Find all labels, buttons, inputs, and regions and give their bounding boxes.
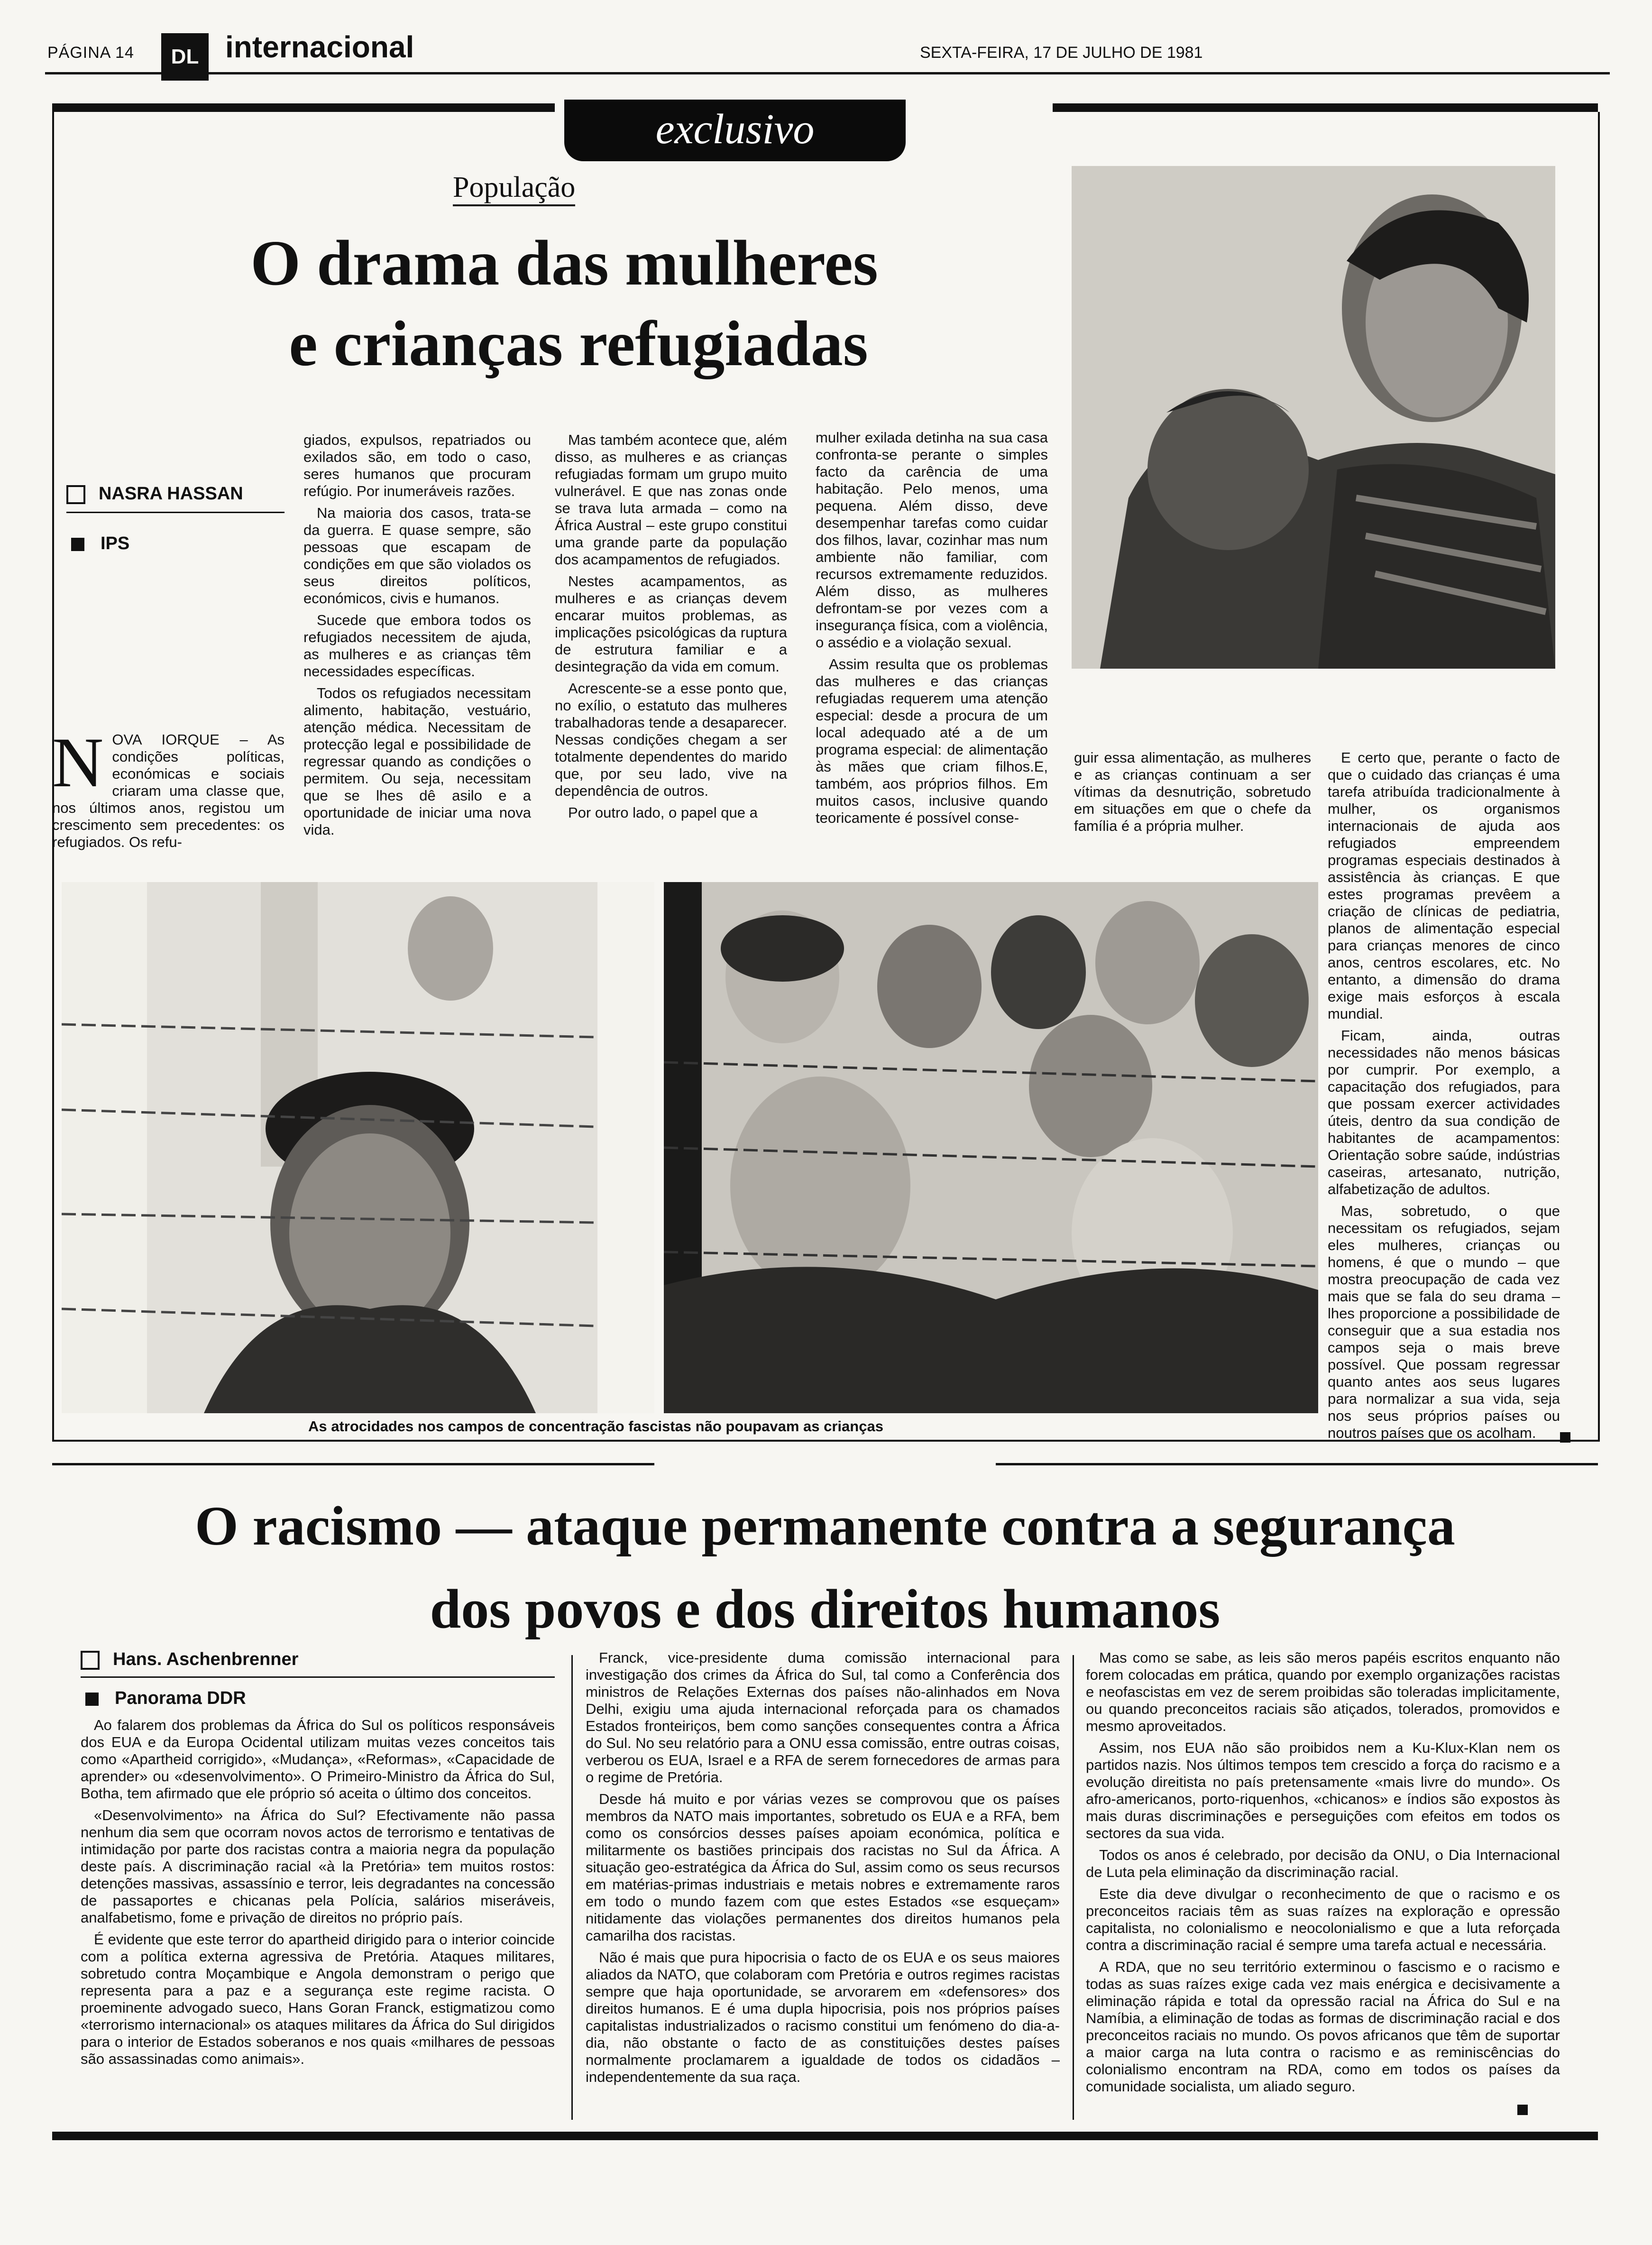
issue-date: SEXTA-FEIRA, 17 DE JULHO DE 1981	[920, 44, 1203, 62]
article2-column-3	[1086, 1649, 1560, 2100]
paragraph: «Desenvolvimento» na África do Sul? Efectivamente não passa nenhum dia sem que ocorram novos actos de terrorismo e tentativas de intimidação por parte dos racistas contra a maioria negra da população deste país. A discriminação racial «à la Pretória» tem muitos rostos: detenções massivas, assassínio e terror, leis degradantes na concessão de passaportes e chicanas pela Polícia, salários miseráveis, analfabetismo, fome e privação de direitos no próprio país.	[81, 1807, 555, 1926]
paragraph: Sucede que embora todos os refugiados necessitem de ajuda, as mulheres e as crianças têm necessidades específicas.	[303, 612, 531, 680]
paragraph: Acrescente-se a esse ponto que, no exílio, o estatuto das mulheres trabalhadoras tende a desaparecer. Nessas condições chegam a ser totalmente dependentes do marido que, por seu lado, vive na dependência de outros.	[555, 680, 787, 799]
agency-name: Panorama DDR	[115, 1688, 246, 1708]
paragraph: Franck, vice-presidente duma comissão internacional para investigação dos crimes da África do Sul, tal como a Conferência dos ministros de Relações Externas dos países não-alinhados em Nova Delhi, exigiu uma ajuda internacional reforçada para os chamados Estados fronteiriços, bem como sanções consequentes contra a África do Sul. No seu relatório para a ONU essa comissão, entre outras coisas, verberou os EUA, Israel e a RFA de serem fornecedores de armas para o regime de Pretória.	[586, 1649, 1060, 1785]
agency-name: IPS	[101, 534, 130, 553]
article2-end-mark	[1517, 2105, 1528, 2115]
headline-line-1: O drama das mulheres	[250, 228, 878, 299]
paragraph: Ficam, ainda, outras necessidades não menos básicas por cumprir. Por exemplo, a capacitação dos refugiados, para que possam exercer actividades úteis, dentro da sua condição de habitantes de acampamentos: Orientação sobre saúde, indústrias caseiras, artesanato, nutrição, alfabetização de adultos.	[1328, 1027, 1560, 1197]
photo-camp-children-right-image	[664, 882, 1318, 1413]
article1-column-4	[816, 429, 1048, 831]
paragraph: guir essa alimentação, as mulheres e as crianças continuam a ser vítimas da desnutrição, sobretudo em situações em que o chefe da família é a própria mulher.	[1074, 749, 1311, 834]
article-headline	[185, 223, 944, 384]
separator-rule-left	[52, 1463, 654, 1465]
byline-author	[66, 484, 285, 513]
newspaper-logo: DL	[161, 33, 209, 81]
paragraph: mulher exilada detinha na sua casa confronta-se perante o simples facto da carência de uma habitação. Pelo menos, uma pequena. Além disso, deve desempenhar tarefas como cuidar dos filhos, lavar, cozinhar mas num ambiente não familiar, com recursos extremamente reduzidos. Além disso, as mulheres defrontam-se por vezes com a insegurança física, com a violência, o assédio e a violação sexual.	[816, 429, 1048, 651]
article2-byline-author	[81, 1649, 555, 1678]
headline-line-2: e crianças refugiadas	[289, 308, 868, 379]
agency-square-icon	[71, 538, 84, 551]
paragraph: A RDA, que no seu território exterminou o fascismo e o racismo e todas as suas raízes exige cada vez mais enérgica e decisivamente a eliminação rápida e total da opressão racial na África do Sul e na Namíbia, a eliminação de todas as formas de discriminação racial e dos preconceitos raciais no mundo. Os povos africanos que têm de suportar a maior carga na luta contra o racismo e as reminiscências do colonialismo encontram na RDA, como em todos os países da comunidade socialista, um aliado seguro.	[1086, 1959, 1560, 2095]
byline-agency	[71, 534, 129, 554]
article2-column-2	[586, 1649, 1060, 2090]
photo-camp-children-left-image	[62, 882, 654, 1413]
paragraph: Mas também acontece que, além disso, as mulheres e as crianças refugiadas formam um grupo muito vulnerável. E que nas zonas onde se trava luta armada – como na África Austral – este grupo constitui uma grande parte da população dos acampamentos de refugiados.	[555, 432, 787, 568]
paragraph: Assim resulta que os problemas das mulheres e das crianças refugiadas requerem uma atenção especial: desde a procura de um local adequado até a de um programa especial: de alimentação às mães que criam filhos.E, também, aos próprios filhos. Em muitos casos, inclusive quando teoricamente é possível conse-	[816, 656, 1048, 826]
article1-column-1	[52, 723, 285, 851]
photo-camp-children-right	[664, 882, 1318, 1413]
headline-line-2: dos povos e dos direitos humanos	[430, 1578, 1221, 1640]
top-bar-right	[1053, 103, 1598, 112]
author-name: NASRA HASSAN	[99, 484, 243, 504]
paragraph: Não é mais que pura hipocrisia o facto de os EUA e os seus maiores aliados da NATO, que colaboram com Pretória e outros regimes racistas sempre que haja oportunidade, se arvorarem em «defensores» dos direitos humanos. E é uma dupla hipocrisia, pois nos próprios países capitalistas industrializados o racismo constitui um fenómeno do dia-a-dia, não obstante o facto de as constituições destes países normalmente proclamarem a igualdade de todos os cidadãos – independentemente da sua raça.	[586, 1949, 1060, 2085]
author-name: Hans. Aschenbrenner	[113, 1649, 299, 1669]
page-number: PÁGINA 14	[47, 44, 134, 62]
column-divider	[1073, 1655, 1074, 2120]
exclusive-banner: exclusivo	[564, 100, 906, 161]
article2-column-1	[81, 1717, 555, 2072]
article1-end-mark	[1560, 1432, 1570, 1443]
paragraph: Este dia deve divulgar o reconhecimento de que o racismo e os preconceitos raciais têm as suas raízes na exploração e opressão capitalista, no colonialismo e neocolonialismo e que a luta reforçada contra a discriminação racial é sempre uma tarefa actual e necessária.	[1086, 1886, 1560, 1953]
top-bar-left	[52, 103, 555, 112]
photo-refugee-woman-image	[1072, 166, 1555, 669]
photo-caption: As atrocidades nos campos de concentração fascistas não poupavam as crianças	[308, 1418, 883, 1435]
paragraph: Na maioria dos casos, trata-se da guerra. E quase sempre, são pessoas que escapam de condições em que são violados os seus direitos políticos, económicos, civis e humanos.	[303, 505, 531, 607]
paragraph: Ao falarem dos problemas da África do Sul os políticos responsáveis dos EUA e da Europa Ocidental utilizam muitas vezes conceitos tais como «Apartheid corrigido», «Mudança», «Reformas», «Capacidade de aprender» ou «desenvolvimento». O Primeiro-Ministro da África do Sul, Botha, tem afirmado que ele próprio só aceita o último dos conceitos.	[81, 1717, 555, 1802]
paragraph: É evidente que este terror do apartheid dirigido para o interior coincide com a política externa agressiva de Pretória. Ataques militares, sobretudo contra Moçambique e Angola demonstram o perigo que representa para a paz e a segurança este regime racista. O proeminente advogado sueco, Hans Goran Franck, estigmatizou como «terrorismo internacional» os ataques militares da África do Sul dirigidos para o interior de Estados soberanos e nos quais «milhares de pessoas são assassinadas como animais».	[81, 1931, 555, 2067]
article1-column-3	[555, 432, 787, 826]
section-title: internacional	[225, 30, 414, 64]
paragraph: Desde há muito e por várias vezes se comprovou que os países membros da NATO mais importantes, sobretudo os EUA e a RFA, bem como os consórcios desses países apoiam económica, política e militarmente os bastiões principais dos racistas no Sul da África. A situação geo-estratégica da África do Sul, assim como os seus recursos em matérias-primas industriais e metais nobres e extremamente raros em todo o mundo fazem com que estes Estados «se esqueçam» nitidamente das violações permanentes dos direitos humanos pela camarilha dos racistas.	[586, 1791, 1060, 1944]
separator-rule-right	[996, 1463, 1598, 1465]
paragraph: Todos os refugiados necessitam alimento, habitação, vestuário, atenção médica. Necessitam de protecção legal e possibilidade de regressar quando as condições o permitem. Ou seja, necessitam que se lhes dê asilo e a oportunidade de iniciar uma nova vida.	[303, 685, 531, 838]
paragraph: Assim, nos EUA não são proibidos nem a Ku-Klux-Klan nem os partidos nazis. Nos últimos tempos tem crescido a força do racismo e a evolução direitista no país pretensamente «mais livre do mundo». Os afro-americanos, porto-riquenhos, «chicanos» e índios são expostos às mais duras discriminações e perseguições com efeitos em todos os sectores da sua vida.	[1086, 1739, 1560, 1841]
agency-square-icon	[85, 1693, 99, 1706]
photo-refugee-woman	[1072, 166, 1555, 669]
column-divider	[571, 1655, 573, 2120]
photo-camp-children-left	[62, 882, 654, 1413]
article1-column-6	[1328, 749, 1560, 1446]
byline-box-icon	[66, 485, 85, 504]
article2-byline-agency	[85, 1688, 246, 1709]
article1-column-2	[303, 432, 531, 843]
paragraph: Mas, sobretudo, o que necessitam os refugiados, sejam eles mulheres, crianças ou homens, é que o mundo – que mostra preocupação de cada vez mais que se fala do seu drama – lhes proporcione a possibilidade de conseguir que a sua estadia nos campos seja o mais breve possível. Que possam regressar quanto antes aos seus lugares para normalizar a sua vida, seja nos seus próprios países ou noutros países que os acolham.	[1328, 1203, 1560, 1441]
paragraph: E certo que, perante o facto de que o cuidado das crianças é uma tarefa atribuída tradicionalmente à mulher, os organismos internacionais de ajuda aos refugiados empreendem programas especiais destinados à assistência às crianças. E que estes programas prevêem a criação de clínicas de pediatria, planos de alimentação especial para crianças menores de cinco anos, centros escolares, etc. No entanto, a dimensão do drama exige mais esforços à escala mundial.	[1328, 749, 1560, 1022]
article-kicker: População	[453, 171, 575, 206]
column-1-text: OVA IORQUE – As condições políticas, económicas e sociais criaram uma classe que, nos últimos anos, registou um crescimento sem precedentes: os refugiados. Os refu-	[52, 731, 285, 850]
article2-headline	[52, 1484, 1598, 1650]
article1-column-5	[1074, 749, 1311, 839]
paragraph: Todos os anos é celebrado, por decisão da ONU, o Dia Internacional de Luta pela eliminação da discriminação racial.	[1086, 1847, 1560, 1880]
paragraph: giados, expulsos, repatriados ou exilados são, em todo o caso, seres humanos que procuram refúgio. Por inumeráveis razões.	[303, 432, 531, 499]
paragraph: Por outro lado, o papel que a	[568, 804, 758, 821]
byline-box-icon	[81, 1651, 100, 1670]
drop-cap: N	[52, 723, 104, 802]
paragraph: Nestes acampamentos, as mulheres e as crianças devem encarar muitos problemas, as implicações psicológicas da ruptura de estrutura familiar e a desintegração da vida em comum.	[555, 573, 787, 675]
header-rule	[45, 72, 1610, 74]
headline-line-1: O racismo — ataque permanente contra a segurança	[195, 1495, 1455, 1557]
paragraph: Mas como se sabe, as leis são meros papéis escritos enquanto não forem colocadas em prática, quando por exemplo organizações racistas e neofascistas em vez de serem proibidas são toleradas implicitamente, ou quando preconceitos raciais são atiçados, tolerados, promovidos e mesmo aproveitados.	[1086, 1649, 1560, 1734]
bottom-bar	[52, 2132, 1598, 2140]
